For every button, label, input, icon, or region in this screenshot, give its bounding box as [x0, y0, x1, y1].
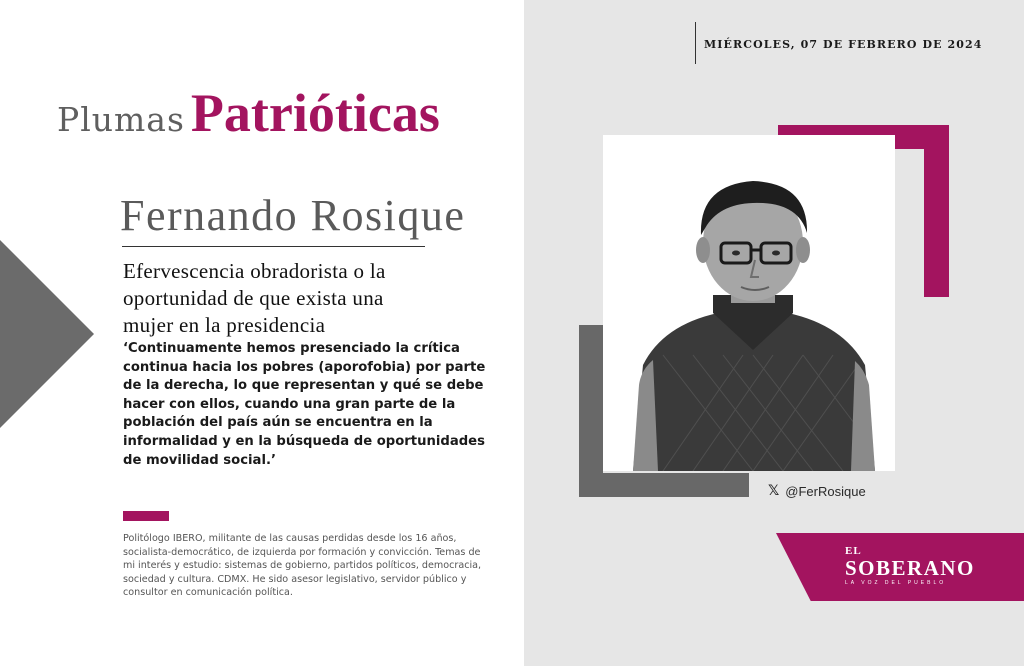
- brand-main: Patrióticas: [190, 83, 440, 143]
- publication-date: MIÉRCOLES, 07 DE FEBRERO DE 2024: [704, 38, 983, 51]
- logo-line1: EL: [845, 545, 862, 557]
- author-name: Fernando Rosique: [120, 191, 466, 240]
- triangle-arrow-icon: [0, 240, 94, 428]
- date-divider: [695, 22, 696, 64]
- logo-tagline: LA VOZ DEL PUEBLO: [845, 580, 947, 586]
- frame-accent-right: [924, 125, 949, 297]
- article-quote: ‘Continuamente hemos presenciado la crítica continua hacia los pobres (aporofobia) por parte de la derecha, lo que representan y qué se debe hacer con ellos, cuando una gran parte de la población del país aún se encuentra en la informalidad y en la búsqueda de oportunidades de movilidad social.’: [123, 341, 486, 468]
- headline-line: mujer en la presidencia: [123, 313, 326, 337]
- frame-grey-bottom: [579, 473, 749, 497]
- name-divider: [122, 246, 425, 247]
- headline-line: oportunidad de que exista una: [123, 286, 384, 310]
- article-headline: [123, 258, 463, 339]
- headline-line: Efervescencia obradorista o la: [123, 259, 386, 283]
- x-icon: 𝕏: [768, 483, 780, 499]
- frame-grey-left: [579, 325, 603, 497]
- author-photo: [603, 135, 895, 471]
- logo-line2: SOBERANO: [845, 556, 975, 580]
- twitter-handle[interactable]: [768, 483, 866, 499]
- el-soberano-logo: [845, 545, 975, 586]
- author-bio: Politólogo IBERO, militante de las causas perdidas desde los 16 años, socialista-democrático, de izquierda por formación y convicción. Temas de mi interés y estudio: sistemas de gobierno, partidos políticos, democracia, sociedad y cultura. CDMX. He sido asesor legislativo, servidor público y consultor en comunicación política.: [123, 533, 482, 599]
- section-brand: [57, 82, 440, 144]
- author-portrait-icon: [603, 135, 895, 471]
- bio-accent-bar: [123, 511, 169, 521]
- brand-prefix: Plumas: [57, 100, 185, 139]
- handle-text: @FerRosique: [785, 483, 866, 499]
